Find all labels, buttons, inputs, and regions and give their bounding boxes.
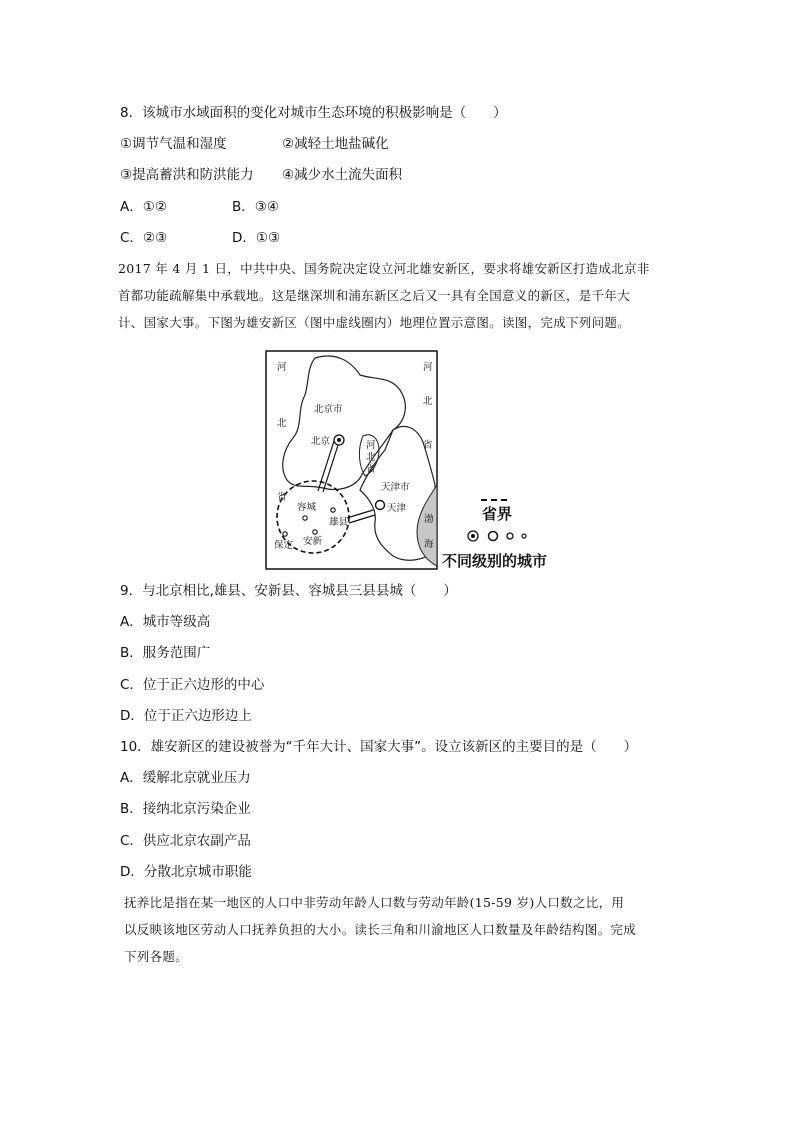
q9-option-c: C．位于正六边形的中心 — [120, 677, 265, 693]
map-label-hebei-right: 省 — [423, 440, 433, 451]
passage-xiongan — [118, 255, 678, 336]
map-label-hebei-left: 北 — [277, 418, 287, 429]
map-label-hebei-right: 河 — [423, 362, 433, 373]
map-label-xiongxian: 雄县 — [329, 517, 349, 528]
map-label-tianjin: 天津 — [387, 503, 407, 514]
legend-city-level-3 — [507, 533, 513, 539]
q8-option-a: A．①② — [120, 199, 167, 215]
q10-option-a: A．缓解北京就业压力 — [120, 770, 251, 786]
bohai-sea — [417, 485, 437, 566]
map-label-hebei-right: 北 — [423, 396, 433, 407]
q9-stem: 9．与北京相比,雄县、安新县、容城县三县县城（ ） — [120, 583, 457, 599]
tianjin-city-marker — [376, 501, 385, 510]
passage-line: 2017 年 4 月 1 日，中共中央、国务院决定设立河北雄安新区，要求将雄安新区打造成北京非 — [118, 261, 650, 276]
map-label-hebei-left: 河 — [277, 362, 287, 373]
q8-stem: 8．该城市水域面积的变化对城市生态环境的积极影响是（ ） — [120, 105, 507, 121]
map-label-bohai: 渤 — [424, 514, 434, 525]
xiongan-location-map — [265, 350, 565, 572]
xiongxian-marker — [331, 508, 335, 512]
map-label-tianjin-shi: 天津市 — [381, 482, 410, 493]
map-label-hebei-inner: 省 — [366, 464, 376, 475]
tianjin-xiongan-link — [347, 510, 375, 523]
q10-stem: 10．雄安新区的建设被誉为“千年大计、国家大事”。设立该新区的主要目的是（ ） — [120, 739, 638, 755]
q8-option-b: B．③④ — [232, 199, 279, 215]
rongcheng-marker — [303, 516, 307, 520]
legend-city-level-4 — [522, 534, 526, 538]
q8-option-c: C．②③ — [120, 230, 168, 246]
legend-city-level-2 — [489, 532, 498, 541]
anxin-marker — [313, 530, 317, 534]
passage-line: 下列各题。 — [124, 949, 189, 964]
q8-item-2: ②减轻土地盐碱化 — [282, 136, 389, 152]
q10-option-d: D．分散北京城市职能 — [120, 864, 252, 880]
map-label-beijing-shi: 北京市 — [314, 404, 343, 415]
beijing-boundary — [283, 356, 406, 490]
passage-dependency-ratio — [124, 889, 684, 970]
q9-option-d: D．位于正六边形边上 — [120, 708, 252, 724]
q10-option-c: C．供应北京农副产品 — [120, 833, 251, 849]
map-label-beijing: 北京 — [311, 436, 331, 447]
map-label-baoding: 保定 — [274, 540, 294, 551]
map-label-hebei-inner: 河 — [366, 440, 376, 451]
map-label-rongcheng: 容城 — [297, 502, 317, 513]
map-label-hebei-left: 省 — [277, 492, 287, 503]
q8-item-3: ③提高蓄洪和防洪能力 — [120, 167, 254, 183]
legend-cities-label: 不同级别的城市 — [442, 552, 548, 570]
q9-option-b: B．服务范围广 — [120, 645, 211, 661]
passage-line: 以反映该地区劳动人口抚养负担的大小。读长三角和川渝地区人口数量及年龄结构图。完成 — [124, 922, 637, 937]
passage-line: 抚养比是指在某一地区的人口中非劳动年龄人口数与劳动年龄(15-59 岁)人口数之比，用 — [124, 895, 625, 910]
passage-line: 计、国家大事。下图为雄安新区（图中虚线圈内）地理位置示意图。读图，完成下列问题。 — [118, 315, 631, 330]
q10-option-b: B．接纳北京污染企业 — [120, 801, 251, 817]
baoding-marker — [283, 532, 287, 536]
passage-line: 首都功能疏解集中承载地。这是继深圳和浦东新区之后又一具有全国意义的新区，是千年大 — [118, 288, 631, 303]
q8-option-d: D．①③ — [232, 230, 281, 246]
q8-item-4: ④减少水土流失面积 — [282, 167, 403, 183]
map-frame — [266, 351, 437, 569]
q9-option-a: A．城市等级高 — [120, 614, 211, 630]
map-label-hebei-inner: 北 — [366, 452, 376, 463]
legend-boundary-label: 省界 — [482, 505, 513, 523]
beijing-city-center — [337, 438, 341, 442]
map-label-anxin: 安新 — [303, 536, 323, 547]
map-label-bohai: 海 — [424, 539, 434, 550]
q8-item-1: ①调节气温和湿度 — [120, 136, 227, 152]
legend-city-level-1-center — [471, 534, 475, 538]
